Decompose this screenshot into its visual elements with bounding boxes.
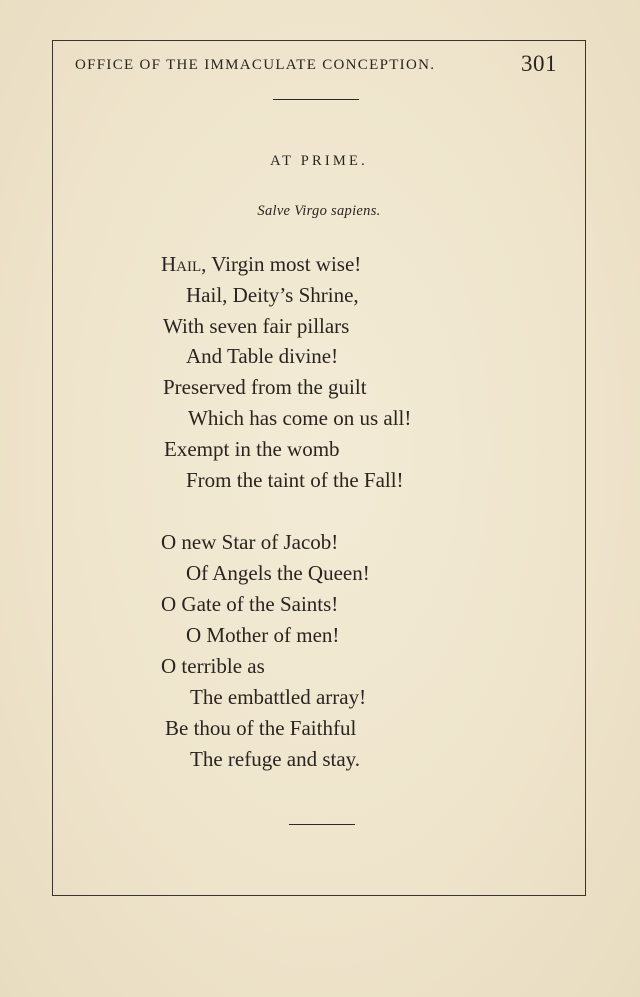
running-head: [75, 51, 557, 77]
page-border-frame: [52, 40, 586, 896]
section-title: AT PRIME.: [270, 153, 368, 169]
verse-line: With seven fair pillars: [163, 314, 350, 338]
verse-line: O terrible as: [161, 654, 265, 678]
verse-line: Of Angels the Queen!: [186, 561, 370, 585]
verse-line: Which has come on us all!: [188, 406, 412, 430]
page-number: 301: [521, 51, 557, 76]
latin-title: Salve Virgo sapiens.: [257, 203, 381, 219]
verse-line: Be thou of the Faithful: [165, 716, 357, 740]
top-divider-rule: [273, 99, 359, 100]
verse-line: The refuge and stay.: [190, 747, 361, 771]
bottom-divider-rule: [289, 824, 355, 825]
verse-line-rest: Virgin most wise!: [206, 252, 362, 276]
verse-line: Preserved from the guilt: [163, 375, 367, 399]
verse-line: From the taint of the Fall!: [186, 468, 404, 492]
verse-line: O new Star of Jacob!: [161, 530, 339, 554]
drop-word: Hail,: [161, 252, 207, 276]
verse-line: Exempt in the womb: [164, 437, 340, 461]
running-title: OFFICE OF THE IMMACULATE CONCEPTION.: [75, 57, 436, 73]
verse-line: And Table divine!: [186, 344, 339, 368]
verse-line: Hail, Deity’s Shrine,: [186, 283, 359, 307]
verse-line: [161, 254, 361, 275]
verse-line: O Mother of men!: [186, 623, 340, 647]
verse-line: The embattled array!: [190, 685, 367, 709]
verse-line: O Gate of the Saints!: [161, 592, 339, 616]
